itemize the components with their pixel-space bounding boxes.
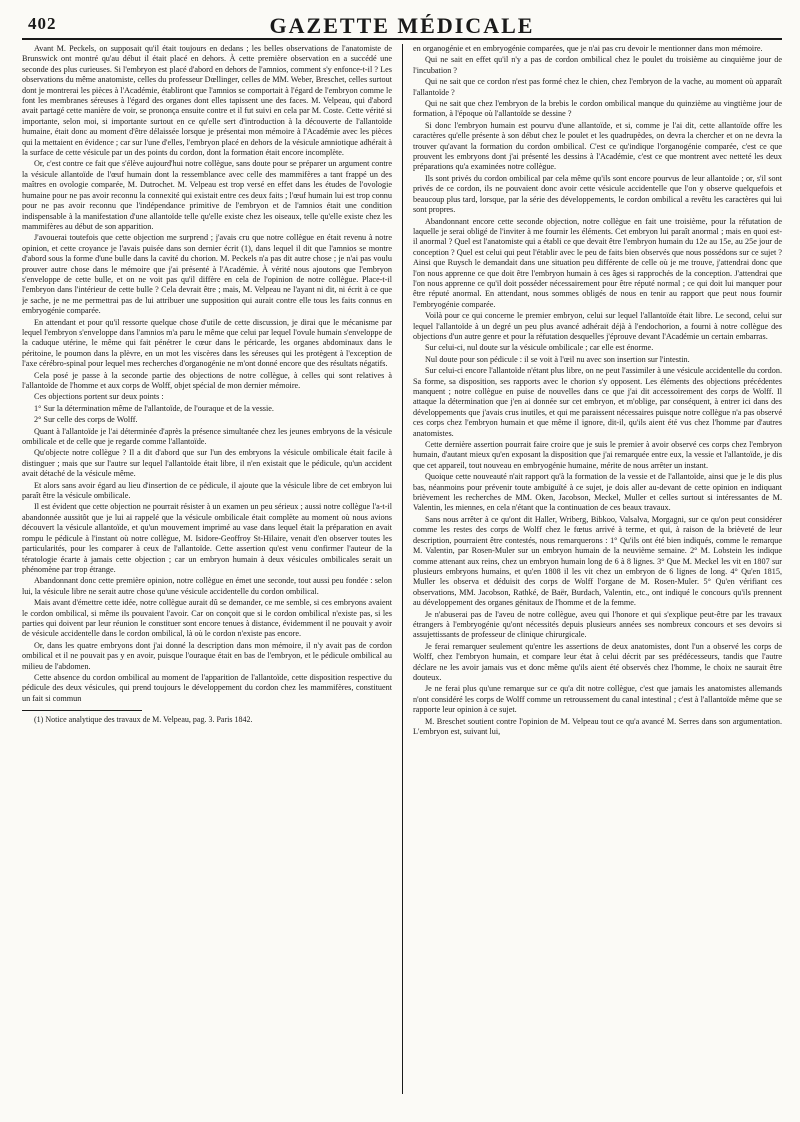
paragraph: Je ferai remarquer seulement qu'entre les assertions de deux anatomistes, dont l'un a observé les corps de Wolff, chez l'embryon humain, et compare leur état à celui décrit par ses prédécesseurs, tandis que l'autre déclare ne les avoir jamais vus et donc même qu'ils aient été observés chez l'homme, le choix ne saurait être douteux.	[412, 641, 782, 682]
paragraph: Cela posé je passe à la seconde partie des objections de notre collègue, à celles qui sont relatives à l'allantoïde de l'homme et aux corps de Wolff, objet spécial de mon dernier mémoire.	[22, 370, 392, 390]
paragraph: Abandonnant encore cette seconde objection, notre collègue en fait une troisième, pour la réfutation de laquelle je serai obligé de l'inviter à me fournir les éléments. Cet embryon lui paraît anormal ; mais en quoi est-il anormal ? Quel est l'anatomiste qui a établi ce que devait être l'embryon humain du 12e au 15e, au 25e jour de conception ? Quel est celui qui peut l'établir avec le peu de faits bien observés que nous possédons sur ce sujet ? Ainsi que Ruysch le demandait dans une situation peu différente de celle où je me trouve, j'attendrai donc que l'on nous apprenne ce que doit être l'embryon humain à ces âges si rapprochés de la conception. J'attendrai que l'on nous apprenne ce qu'il doit posséder nécessairement pour être réputé normal ; ce qui doit lui manquer pour être réputé anormal. En attendant, nous sommes obligés de nous en tenir au rapport que peut nous fournir l'embryogénie comparée.	[412, 216, 782, 309]
paragraph: Qui ne sait que chez l'embryon de la brebis le cordon ombilical manque du quinzième au vingtième jour de formation, à l'époque où l'allantoïde se dessine ?	[412, 99, 782, 119]
paragraph: Sur celui-ci encore l'allantoïde n'étant plus libre, on ne peut l'assimiler à une vésicule accidentelle du cordon. Sa forme, sa disposition, ses rapports avec le chorion s'y opposent. Les éléments des objections précédentes manquent ; notre collègue en puise de nouvelles dans ce que j'ai dit accessoirement des corps de Wolff. Il attaque la détermination que j'en ai donnée sur cet embryon, et m'oblige, par conséquent, à entrer ici dans des développements que j'avais crus inutiles, et qui me paraissent nécessaires puisque notre collègue n'a pas observé ces corps chez l'embryon humain et que même il ignore, dit-il, qu'ils aient été vus chez l'homme par d'autres anatomistes.	[412, 366, 782, 438]
paragraph: Sans nous arrêter à ce qu'ont dit Haller, Wriberg, Bibkoo, Valsalva, Morgagni, sur ce qu'on peut considérer comme les restes des corps de Wolff chez le fœtus arrivé à terme, et qui, à raison de la brièveté de leur description, pourraient être contestés, nous remarquerons : 1° Qu'ils ont été bien indiqués, comme le remarque M. Valentin, par Rosen-Muler sur un embryon humain de la neuvième semaine. 2° M. Lobstein les indique comme attenant aux reins, chez un embryon humain long de 6 à 8 lignes. 3° Que M. Meckel les vit en 1807 sur plusieurs embryons humains, et qu'en 1808 il les vit chez un embryon de 6 lignes de long. 4° Qu'en 1815, Muller les observa et déduisit des corps de Wolff l'organe de M. Rosen-Muler. 5° Qu'en vérifiant ces observations, MM. Jacobson, Rathké, de Baër, Burdach, Valentin, etc., ont indiqué le concours qu'ils prennent au développement des organes génitaux de l'homme et de la femme.	[412, 514, 782, 608]
paragraph: 1° Sur la détermination même de l'allantoïde, de l'ouraque et de la vessie.	[34, 403, 274, 413]
paragraph: J'avouerai toutefois que cette objection me surprend ; j'avais cru que notre collègue en était revenu à notre opinion, et cette croyance je l'avais puisée dans son dernier écrit (1), dans lequel il dit que l'amnios se montre d'abord sous la forme d'une bulle dans la cavité du chorion. M. Peckels n'a pas dit autre chose ; je n'ai pas voulu prouver autre chose dans le mémoire que j'ai présenté à l'Académie. À vérité nous ajoutons que l'embryon s'enveloppe de cette bulle, et on ne voit pas qu'il diffère en cela de l'opinion de notre collègue. Place-t-il l'embryon dans l'intérieur de cette bulle ? Cela devrait être ; mais, M. Velpeau ne l'ayant ni dit, ni écrit à ce que je sache, je ne me permettrai pas de lui attribuer une supposition qui aurait contre elle tous les faits connus en embryogénie comparée.	[22, 233, 392, 316]
page-number: 402	[28, 14, 57, 33]
paragraph: En attendant et pour qu'il ressorte quelque chose d'utile de cette discussion, je dirai que le mécanisme par lequel l'embryon s'enveloppe dans l'amnios m'a paru le même que celui par lequel l'ovule humain s'enveloppe de la caduque utérine, le même qui fait pénétrer le cœur dans le péricarde, les organes abdominaux dans le péritoine, le poumon dans la plèvre, en un mot les viscères dans les séreuses qui les protègent à l'exception de l'axe cérébro-spinal pour lequel mes recherches d'organogénie ne m'ont donné encore que des résultats négatifs.	[22, 317, 392, 369]
paragraph: Il est évident que cette objection ne pourrait résister à un examen un peu sérieux ; aussi notre collègue l'a-t-il abandonnée aussitôt que je lui ai rappelé que la vésicule ombilicale était complète au moment où nous avions découvert la vésicule allantoïde, et qu'un mouvement imprimé au vase dans lequel était la préparation en avait rompu le pédicule à l'instant où notre collègue, M. Isidore-Geoffroy St-Hilaire, venait d'en observer toutes les particularités, pour les comparer à ceux de l'allantoïde. Cette assertion qu'est venu confirmer l'auteur de la tératologie écarte à jamais cette objection ; car un embryon humain à deux vésicules ombilicales serait un phénomène par trop étrange.	[22, 502, 392, 574]
paragraph: Si donc l'embryon humain est pourvu d'une allantoïde, et si, comme je l'ai dit, cette allantoïde offre les caractères qu'elle présente à son début chez le poulet et les quadrupèdes, on devra la chercher et on ne devra la trouver qu'avant la formation du cordon ombilical. C'est ce qu'indique l'organogénie comparée, c'est ce que prouvent les embryons dont j'ai présenté les dessins à l'Académie, c'est ce que montrent avec netteté les deux préparations qu'a examinées notre collègue.	[412, 120, 782, 172]
paragraph: M. Breschet soutient contre l'opinion de M. Velpeau tout ce qu'a avancé M. Serres dans son argumentation. L'embryon est, suivant lui,	[412, 716, 782, 736]
paragraph: Qui ne sait que ce cordon n'est pas formé chez le chien, chez l'embryon de la vache, au moment où apparaît l'allantoïde ?	[412, 77, 782, 97]
paragraph: en organogénie et en embryogénie comparées, que je n'ai pas cru devoir le mentionner dans mon mémoire.	[412, 44, 763, 53]
right-column	[402, 44, 782, 1094]
paragraph: Quoique cette nouveauté n'ait rapport qu'à la formation de la vessie et de l'allantoïde, ainsi que je le dis plus bas, néanmoins pour prévenir toute ambiguïté à ce sujet, je dois aller au-devant de cette opinion en indiquant brièvement les recherches de MM. Oken, Jacobson, Meckel, Muller et celles surtout si intéressantes de M. Valentin, les miennes, en cela n'étant que la continuation de ces beaux travaux.	[412, 472, 782, 513]
page-header	[22, 14, 782, 40]
article-columns	[22, 44, 782, 1094]
paragraph: Or, c'est contre ce fait que s'élève aujourd'hui notre collègue, sans doute pour se préparer un argument contre la vésicule allantoïde de l'œuf humain dont la ressemblance avec celle des mammifères a tant frappé un des maîtres en ovologie comparée, M. Dutrochet. M. Velpeau est trop versé en effet dans les études de l'ovologie humaine pour ne pas avoir reconnu la connexité qui existait entre ces deux faits ; l'œuf humain lui est trop connu pour ne pas avoir reconnu que l'indépendance primitive de l'embryon et de l'amnios était une condition indispensable à la manifestation d'une allantoïde telle qu'elle existe chez les oiseaux, telle qu'elle existe chez les mammifères au début de son apparition.	[22, 159, 392, 231]
paragraph: Cette absence du cordon ombilical au moment de l'apparition de l'allantoïde, cette disposition respective du pédicule des deux vésicules, qui prend toujours le développement du cordon chez les mammifères, constituent un fait si commun	[22, 672, 392, 703]
footnote-divider	[22, 710, 142, 711]
paragraph: Or, dans les quatre embryons dont j'ai donné la description dans mon mémoire, il n'y avait pas de cordon ombilical et il ne pouvait pas y en avoir, puisque l'ouraque était en bas de l'embryon, et le pédicule ombilical au milieu de l'abdomen.	[22, 640, 392, 671]
paragraph: Ces objections portent sur deux points :	[34, 392, 164, 402]
paragraph: Voilà pour ce qui concerne le premier embryon, celui sur lequel l'allantoïde était libre. Le second, celui sur lequel l'allantoïde à un degré un peu plus avancé adhérait déjà à l'endochorion, a fourni à notre collègue des objections d'un autre genre et pour la réfutation desquelles j'éprouve devant l'Académie un certain embarras.	[412, 311, 782, 341]
footnote: (1) Notice analytique des travaux de M. Velpeau, pag. 3. Paris 1842.	[34, 715, 253, 725]
paragraph: Cette dernière assertion pourrait faire croire que je suis le premier à avoir observé ces corps chez l'embryon humain, d'autant mieux qu'en exposant la disposition que j'ai remarquée entre eux, la vessie et l'allantoïde, je dis que cet appareil, tout nouveau en embryogénie humaine, mérite de nous arrêter un instant.	[412, 440, 782, 470]
paragraph: Mais avant d'émettre cette idée, notre collègue aurait dû se demander, ce me semble, si ces embryons avaient le cordon ombilical, si même ils pouvaient l'avoir. Car on conçoit que si le cordon ombilical n'existe pas, si les parties qui doivent par leur réunion le constituer sont encore tenues à distance, évidemment il ne pouvait y avoir de vésicule accidentelle dans le cordon ombilical, là où le cordon n'existe pas encore.	[22, 598, 392, 639]
journal-title: GAZETTE MÉDICALE	[269, 13, 535, 38]
paragraph: Et alors sans avoir égard au lieu d'insertion de ce pédicule, il ajoute que la vésicule libre de cet embryon lui paraît être la vésicule ombilicale.	[22, 480, 392, 501]
paragraph: Avant M. Peckels, on supposait qu'il était toujours en dedans ; les belles observations de l'anatomiste de Brunswick ont montré qu'au début il était placé en dehors. À cette première observation en a succédé une seconde des plus curieuses. Si l'embryon est placé d'abord en dehors de l'amnios, comment s'y enfonce-t-il ? Les observations du même anatomiste, celles du professeur Dœllinger, celles de MM. Weber, Breschet, celles surtout dont je montrerai les pièces à l'Académie, établiront que l'amnios se comportait à l'égard de l'embryon comme le font les membranes séreuses à l'égard des organes dont elles tapissent une des faces. M. Velpeau, qui d'abord avait partagé cette manière de voir, se prononça ensuite contre et il fut suivi en cela par M. Coste. Cette vérité si importante, selon moi, si importante surtout en ce qu'elle sert d'introduction à la découverte de l'allantoïde humaine, était donc au moment d'être délaissée lorsque je présentai mon mémoire à l'Académie avec les pièces qui la mettaient en évidence ; car sur l'une d'elles, l'embryon placé en dehors de la vésicule amniotique adhérait à la surface de cette vésicule par un des points du cordon, dont la formation était encore incomplète.	[22, 44, 392, 158]
paragraph: Ils sont privés du cordon ombilical par cela même qu'ils sont encore pourvus de leur allantoïde ; or, s'il sont privés de ce cordon, ils ne pouvaient donc avoir cette vésicule accidentelle que l'on y observe quelquefois et beaucoup plus tard, lorsque, par la série des développements, le cordon ombilical a revêtu les caractères qui lui sont propres.	[412, 173, 782, 215]
paragraph: Nul doute pour son pédicule : il se voit à l'œil nu avec son insertion sur l'intestin.	[424, 354, 690, 364]
paragraph: Qu'objecte notre collègue ? Il a dit d'abord que sur l'un des embryons la vésicule ombilicale était facile à distinguer ; mais que sur l'autre sur lequel l'allantoïde était libre, il n'en existait que le pédicule, qu'un accident avait détaché de la vésicule même.	[22, 448, 392, 479]
paragraph: Sur celui-ci, nul doute sur la vésicule ombilicale ; car elle est énorme.	[424, 343, 654, 353]
paragraph: 2° Sur celle des corps de Wolff.	[34, 415, 138, 425]
paragraph: Qui ne sait en effet qu'il n'y a pas de cordon ombilical chez le poulet du troisième au cinquième jour de l'incubation ?	[412, 55, 782, 75]
paragraph: Quant à l'allantoïde je l'ai déterminée d'après la présence simultanée chez les jeunes embryons de la vésicule ombilicale et de celle que je regarde comme l'allantoïde.	[22, 426, 392, 447]
left-column	[22, 44, 402, 1094]
paragraph: Je ne ferai plus qu'une remarque sur ce qu'a dit notre collègue, c'est que jamais les anatomistes allemands n'ont considéré les corps de Wolff comme un retroussement du canal intestinal ; c'est à l'allantoïde même que se rapporte leur opinion à ce sujet.	[412, 684, 782, 715]
paragraph: Je n'abuserai pas de l'aveu de notre collègue, aveu qui l'honore et qui s'explique peut-être par les travaux étrangers à l'embryogénie qu'ont nécessités depuis plusieurs années ses nombreux concours et ses devoirs si assujettissants de professeur de clinique chirurgicale.	[412, 609, 782, 640]
paragraph: Abandonnant donc cette première opinion, notre collègue en émet une seconde, tout aussi peu fondée : selon lui, la vésicule libre ne serait autre chose qu'une vésicule accidentelle du cordon ombilical.	[22, 576, 392, 596]
